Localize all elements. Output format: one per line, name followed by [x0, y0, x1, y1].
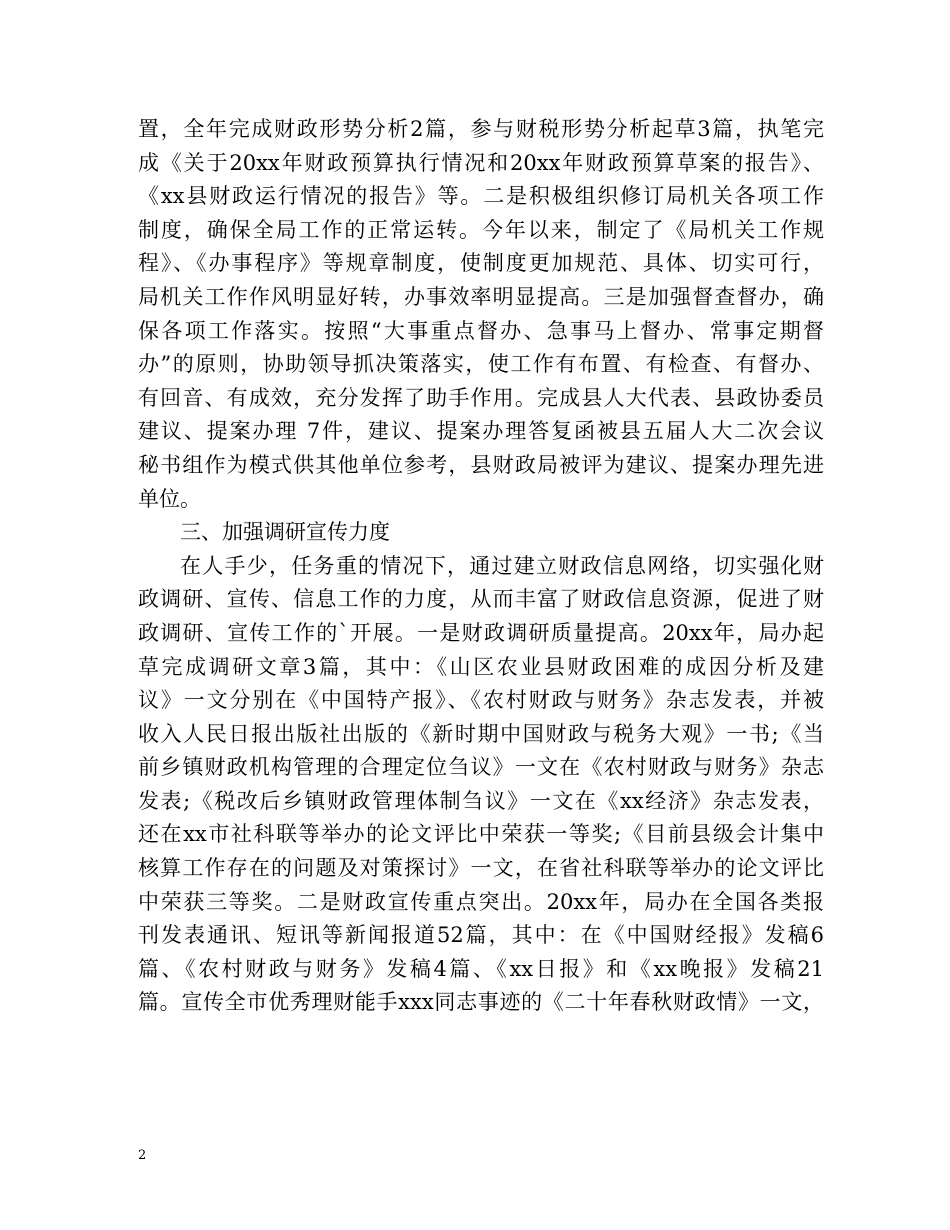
section-heading: 三、加强调研宣传力度 [180, 520, 390, 545]
text-line: 还在xx市社科联等举办的论文评比中荣获一等奖;《目前县级会计集中 [138, 822, 824, 847]
text-line: 保各项工作落实。按照“大事重点督办、急事马上督办、常事定期督 [138, 318, 824, 343]
text-line: 篇。宣传全市优秀理财能手xxx同志事迹的《二十年春秋财政情》一文， [138, 990, 824, 1015]
page-number: 2 [138, 1148, 147, 1163]
text-line: 成《关于20xx年财政预算执行情况和20xx年财政预算草案的报告》、 [138, 150, 824, 175]
text-line: 局机关工作作风明显好转，办事效率明显提高。三是加强督查督办，确 [138, 284, 824, 309]
text-line: 程》、《办事程序》等规章制度，使制度更加规范、具体、切实可行， [138, 251, 824, 276]
text-line: 刊发表通讯、短讯等新闻报道52篇，其中：在《中国财经报》发稿6 [138, 923, 824, 948]
text-line: 政调研、宣传、信息工作的力度，从而丰富了财政信息资源，促进了财 [138, 587, 824, 612]
text-line: 议》一文分别在《中国特产报》、《农村财政与财务》杂志发表，并被 [138, 688, 824, 713]
text-line: 篇、《农村财政与财务》发稿4篇、《xx日报》和《xx晚报》发稿21 [138, 956, 824, 981]
text-line: 收入人民日报出版社出版的《新时期中国财政与税务大观》一书;《当 [138, 721, 824, 746]
text-line: 政调研、宣传工作的`开展。一是财政调研质量提高。20xx年，局办起 [138, 620, 824, 645]
text-line: 前乡镇财政机构管理的合理定位刍议》一文在《农村财政与财务》杂志 [138, 755, 824, 780]
text-line: 秘书组作为模式供其他单位参考，县财政局被评为建议、提案办理先进 [138, 452, 824, 477]
text-line: 制度，确保全局工作的正常运转。今年以来，制定了《局机关工作规 [138, 217, 824, 242]
text-line: 发表;《税改后乡镇财政管理体制刍议》一文在《xx经济》杂志发表， [138, 788, 824, 813]
text-line: 建议、提案办理 7件，建议、提案办理答复函被县五届人大二次会议 [138, 419, 824, 444]
text-line: 在人手少，任务重的情况下，通过建立财政信息网络，切实强化财 [180, 553, 824, 578]
text-line: 有回音、有成效，充分发挥了助手作用。完成县人大代表、县政协委员 [138, 385, 824, 410]
text-line: 草完成调研文章3篇，其中：《山区农业县财政困难的成因分析及建 [138, 654, 824, 679]
text-line: 办”的原则，协助领导抓决策落实，使工作有布置、有检查、有督办、 [138, 352, 824, 377]
text-line: 单位。 [138, 486, 201, 511]
text-line: 《xx县财政运行情况的报告》等。二是积极组织修订局机关各项工作 [138, 184, 824, 209]
text-line: 中荣获三等奖。二是财政宣传重点突出。20xx年，局办在全国各类报 [138, 889, 824, 914]
text-line: 核算工作存在的问题及对策探讨》一文，在省社科联等举办的论文评比 [138, 856, 824, 881]
body-text [138, 113, 824, 1020]
text-line: 置，全年完成财政形势分析2篇，参与财税形势分析起草3篇，执笔完 [138, 117, 824, 141]
